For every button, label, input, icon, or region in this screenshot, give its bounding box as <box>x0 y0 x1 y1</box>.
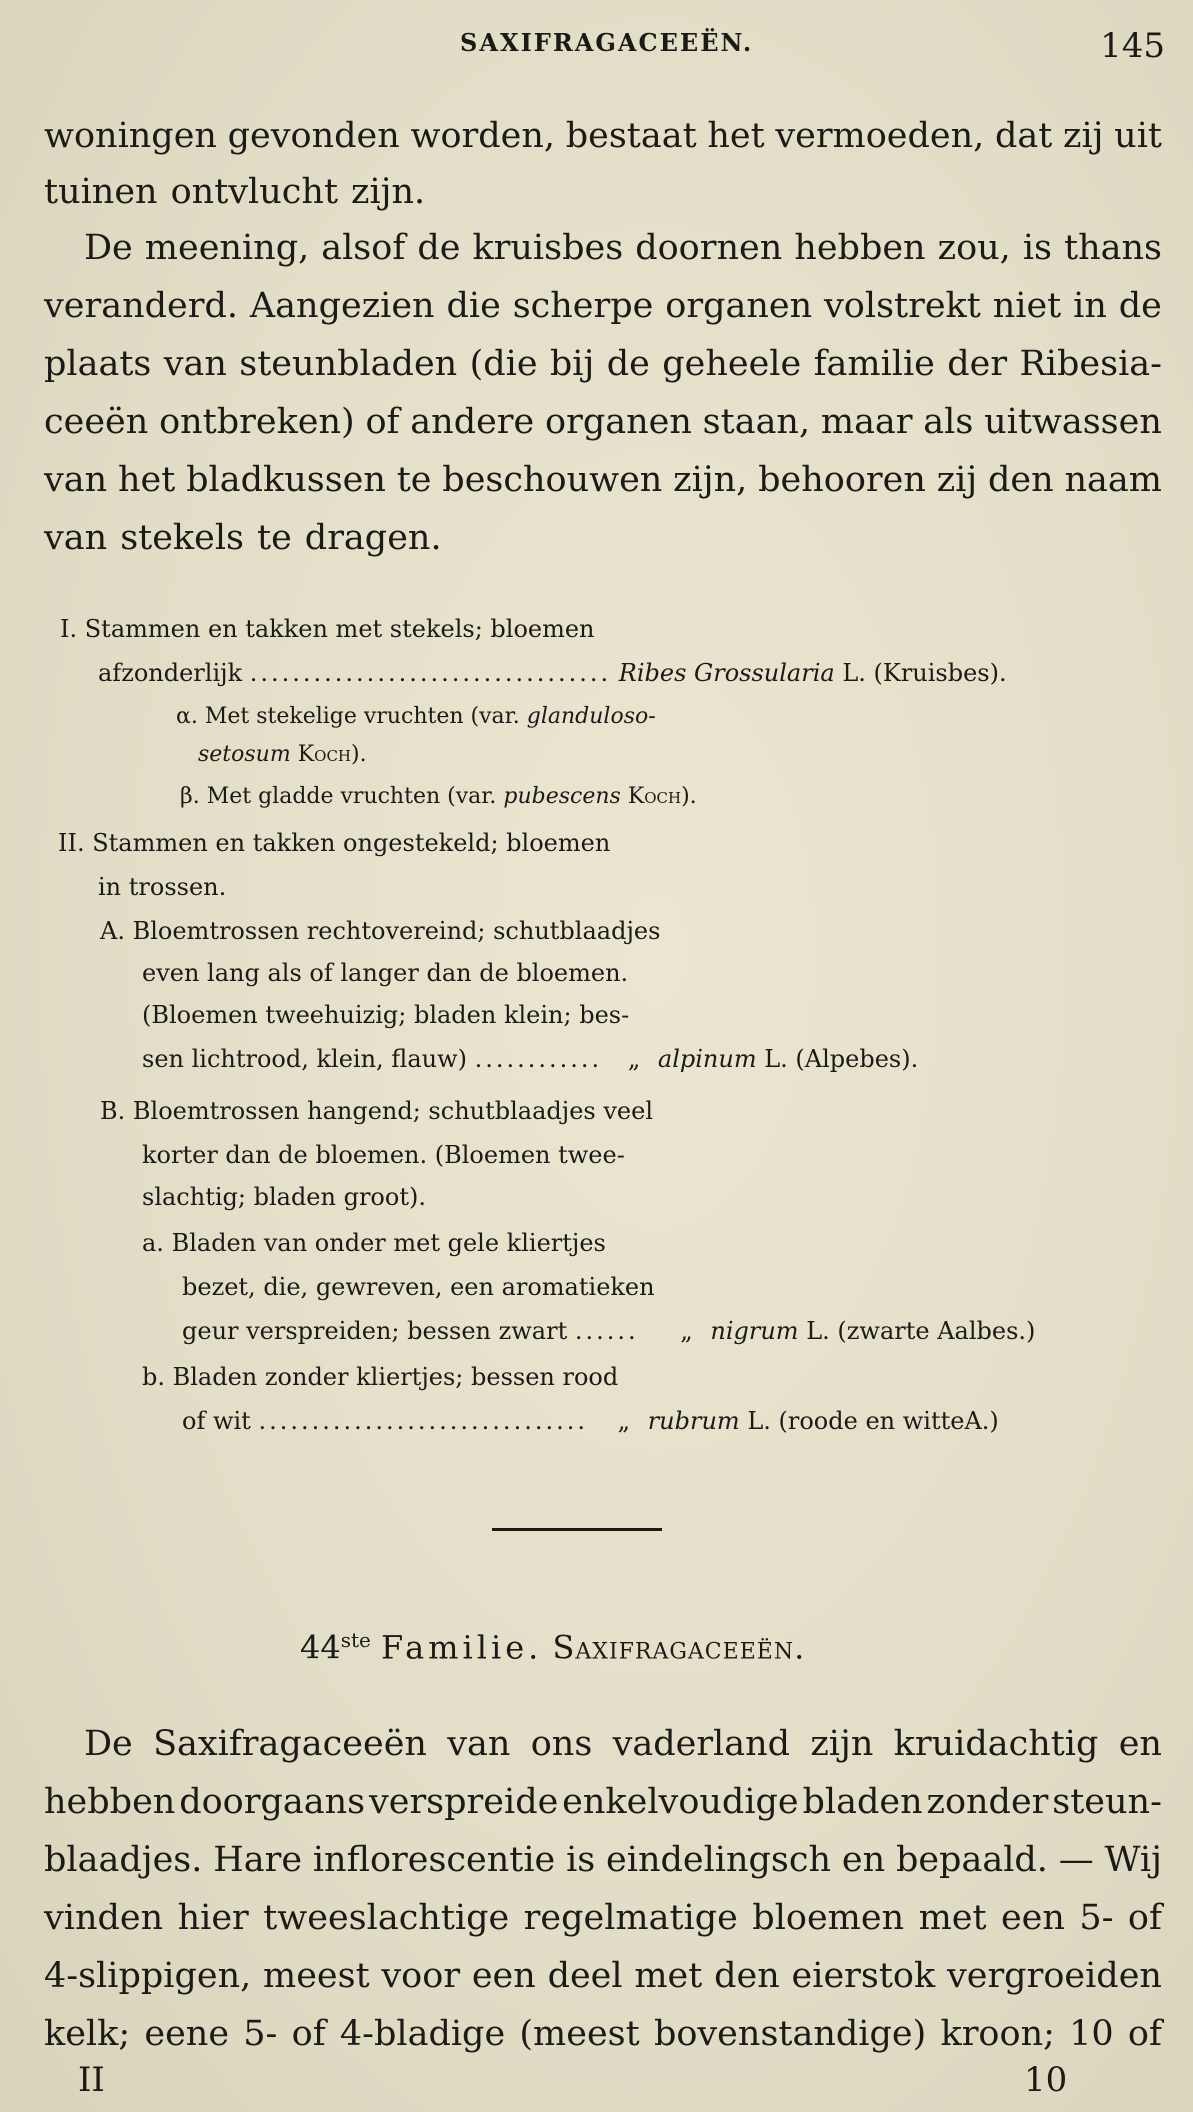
key-line-b2 <box>182 1404 999 1438</box>
word: naam <box>1064 460 1162 500</box>
word: bepaald. <box>895 1840 1048 1880</box>
word: uitwassen <box>984 402 1162 442</box>
word: den <box>988 460 1054 500</box>
word: thans <box>1064 228 1162 268</box>
word: organen <box>545 402 692 442</box>
key-line-A: A. Bloemtrossen rechtovereind; schutblaadjes <box>100 917 661 945</box>
word: veranderd. <box>44 286 239 326</box>
word: zijn <box>810 1724 874 1764</box>
family-number: 44 <box>300 1628 341 1667</box>
folio-number: 10 <box>1024 2060 1068 2100</box>
text-line <box>44 1896 1162 1940</box>
word: als <box>923 402 974 442</box>
key-line-B2: korter dan de bloemen. (Bloemen twee- <box>142 1141 625 1169</box>
word: of <box>1127 2014 1162 2054</box>
word: blaadjes. <box>44 1840 203 1880</box>
word: voor <box>381 1956 461 1996</box>
word: Ribesia- <box>1019 344 1162 384</box>
word: bovenstandige) <box>653 2014 927 2054</box>
key-line-B3: slachtig; bladen groot). <box>142 1183 426 1211</box>
word: doornen <box>635 228 783 268</box>
key-line-A4 <box>142 1042 918 1076</box>
word: met <box>918 1898 987 1938</box>
word: is <box>1022 228 1052 268</box>
ditto-mark: „ <box>627 1045 641 1073</box>
word: der <box>947 344 1008 384</box>
word: zijn. <box>351 172 426 212</box>
key-line-alpha-cont <box>198 738 367 772</box>
word: Hare <box>213 1840 303 1880</box>
key-text: afzonderlijk <box>98 659 243 687</box>
word: ontvlucht <box>170 172 339 212</box>
key-text: α. Met stekelige vruchten (var. <box>176 704 520 729</box>
text-line <box>44 2012 1162 2056</box>
word: Wij <box>1104 1840 1162 1880</box>
word: kruidachtig <box>893 1724 1099 1764</box>
key-line-II-cont: in trossen. <box>98 873 227 901</box>
word: zij <box>936 460 978 500</box>
word: De <box>84 1724 133 1764</box>
key-line-a: a. Bladen van onder met gele kliertjes <box>142 1229 606 1257</box>
word: van <box>447 1724 511 1764</box>
species-name: rubrum <box>647 1407 740 1435</box>
word: kruisbes <box>472 228 624 268</box>
family-label: Familie. <box>381 1628 543 1667</box>
text-line <box>44 1780 1162 1824</box>
author: Koch). <box>297 742 367 767</box>
word: regelmatige <box>523 1898 738 1938</box>
text-line <box>84 226 1162 270</box>
word: ceeën <box>44 402 149 442</box>
word: ons <box>530 1724 593 1764</box>
key-line-A3: (Bloemen tweehuizig; bladen klein; bes- <box>142 1001 630 1029</box>
author-common-name: L. (zwarte Aalbes.) <box>806 1317 1036 1345</box>
word: of <box>365 402 400 442</box>
species-name: nigrum <box>710 1317 799 1345</box>
word: het <box>117 460 176 500</box>
word: staan, <box>702 402 811 442</box>
leader-dots: ...... <box>574 1317 639 1345</box>
word: tuinen <box>44 172 158 212</box>
species-name: alpinum <box>657 1045 757 1073</box>
key-line-II: II. Stammen en takken ongestekeld; bloemen <box>58 829 611 857</box>
word: kelk; <box>44 2014 131 2054</box>
species-name: Ribes Grossularia <box>618 659 835 687</box>
word: den <box>714 1956 780 1996</box>
word: en <box>1118 1724 1162 1764</box>
word: Aangezien <box>249 286 435 326</box>
word: stekels <box>120 518 245 558</box>
word: ontbreken) <box>159 402 355 442</box>
word: bij <box>549 344 595 384</box>
word: geheele <box>662 344 802 384</box>
word: volstrekt <box>824 286 981 326</box>
text-line <box>44 400 1162 444</box>
word: 4-bladige <box>339 2014 506 2054</box>
word: meening, <box>144 228 310 268</box>
text-line <box>44 114 1162 158</box>
text-line <box>44 170 1162 214</box>
ditto-mark: „ <box>617 1407 631 1435</box>
word: een <box>471 1956 536 1996</box>
word: van <box>44 518 108 558</box>
family-name: Saxifragaceeën. <box>552 1628 806 1667</box>
ordinal-suffix: ste <box>340 1628 371 1652</box>
key-line-a3 <box>182 1314 1035 1348</box>
word: niet <box>992 286 1062 326</box>
word: van <box>163 344 227 384</box>
word: 5- <box>1079 1898 1114 1938</box>
word: beschouwen <box>442 460 663 500</box>
word: doorgaans <box>179 1782 366 1822</box>
section-divider <box>492 1528 662 1531</box>
word: verspreide <box>368 1782 559 1822</box>
word: woningen <box>44 116 217 156</box>
word: met <box>634 1956 703 1996</box>
page-number: 145 <box>1100 26 1165 66</box>
word: hebben <box>794 228 926 268</box>
author-common-name: L. (Kruisbes). <box>842 659 1007 687</box>
word: behooren <box>758 460 926 500</box>
word: zonder <box>926 1782 1049 1822</box>
running-head: SAXIFRAGACEEËN. <box>460 28 754 57</box>
word: deel <box>547 1956 623 1996</box>
word: familie <box>813 344 935 384</box>
word: de <box>606 344 650 384</box>
word: hebben <box>44 1782 176 1822</box>
word: steunbladen <box>239 344 458 384</box>
leader-dots: .................................. <box>249 659 612 687</box>
word: te <box>257 518 292 558</box>
word: gevonden <box>227 116 400 156</box>
word: de <box>1118 286 1162 326</box>
key-line-I: I. Stammen en takken met stekels; bloemen <box>60 615 595 643</box>
text-line <box>84 1722 1162 1766</box>
text-line <box>44 516 1162 560</box>
word: tweeslachtige <box>263 1898 510 1938</box>
key-line-a2: bezet, die, gewreven, een aromatieken <box>182 1273 655 1301</box>
key-text: sen lichtrood, klein, flauw) <box>142 1045 467 1073</box>
word: (die <box>469 344 538 384</box>
word: een <box>1000 1898 1065 1938</box>
word: en <box>841 1840 886 1880</box>
word: kroon; <box>940 2014 1055 2054</box>
word: Saxifragaceeën <box>153 1724 427 1764</box>
word: maar <box>820 402 913 442</box>
word: bladkussen <box>186 460 386 500</box>
leader-dots: ............ <box>474 1045 603 1073</box>
ditto-mark: „ <box>680 1317 693 1345</box>
word: zij <box>1063 116 1104 156</box>
word: alsof <box>321 228 406 268</box>
word: eindelingsch <box>606 1840 832 1880</box>
word: zou, <box>937 228 1011 268</box>
word: zijn, <box>673 460 748 500</box>
word: vermoeden, <box>775 116 985 156</box>
word: de <box>417 228 461 268</box>
word: andere <box>410 402 535 442</box>
word: meest <box>263 1956 370 1996</box>
word: (meest <box>519 2014 640 2054</box>
word: plaats <box>44 344 152 384</box>
key-line-beta <box>180 780 697 814</box>
signature-mark: II <box>78 2060 105 2100</box>
word: worden, <box>410 116 556 156</box>
key-line-b: b. Bladen zonder kliertjes; bessen rood <box>142 1363 619 1391</box>
family-heading <box>300 1628 805 1667</box>
leader-dots: ............................... <box>258 1407 588 1435</box>
word: die <box>446 286 501 326</box>
key-line-I-species <box>98 656 1160 690</box>
word: eierstok <box>791 1956 936 1996</box>
author: Koch). <box>627 784 697 809</box>
word: of <box>291 2014 326 2054</box>
word: te <box>396 460 432 500</box>
word: vaderland <box>612 1724 791 1764</box>
word: bestaat <box>565 116 697 156</box>
key-text: β. Met gladde vruchten (var. <box>180 784 497 809</box>
word: het <box>707 116 765 156</box>
word: vinden <box>44 1898 164 1938</box>
word: eene <box>144 2014 230 2054</box>
word: De <box>84 228 133 268</box>
word: inflorescentie <box>312 1840 556 1880</box>
word: dat <box>994 116 1053 156</box>
key-text: geur verspreiden; bessen zwart <box>182 1317 568 1345</box>
word: bloemen <box>752 1898 905 1938</box>
word: bladen <box>802 1782 923 1822</box>
word: — <box>1058 1840 1094 1880</box>
word: vergroeiden <box>946 1956 1162 1996</box>
word: 5- <box>243 2014 278 2054</box>
key-line-alpha <box>176 700 656 734</box>
key-line-B: B. Bloemtrossen hangend; schutblaadjes veel <box>100 1097 653 1125</box>
variety-name: setosum <box>198 742 291 767</box>
variety-name: glanduloso- <box>526 704 656 729</box>
word: enkelvoudige <box>562 1782 799 1822</box>
word: hier <box>177 1898 249 1938</box>
key-text: of wit <box>182 1407 251 1435</box>
word: van <box>44 460 108 500</box>
word: 10 <box>1069 2014 1114 2054</box>
text-line <box>44 1954 1162 1998</box>
text-line <box>44 342 1162 386</box>
word: is <box>566 1840 596 1880</box>
author-common-name: L. (roode en witteA.) <box>747 1407 999 1435</box>
word: organen <box>665 286 813 326</box>
text-line <box>44 1838 1162 1882</box>
word: scherpe <box>512 286 654 326</box>
author-common-name: L. (Alpebes). <box>764 1045 919 1073</box>
word: dragen. <box>304 518 442 558</box>
text-line <box>44 284 1162 328</box>
word: in <box>1073 286 1107 326</box>
word: steun- <box>1052 1782 1162 1822</box>
key-line-A2: even lang als of langer dan de bloemen. <box>142 959 629 987</box>
word: 4-slippigen, <box>44 1956 252 1996</box>
word: of <box>1127 1898 1162 1938</box>
text-line <box>44 458 1162 502</box>
word: uit <box>1114 116 1162 156</box>
variety-name: pubescens <box>503 784 621 809</box>
